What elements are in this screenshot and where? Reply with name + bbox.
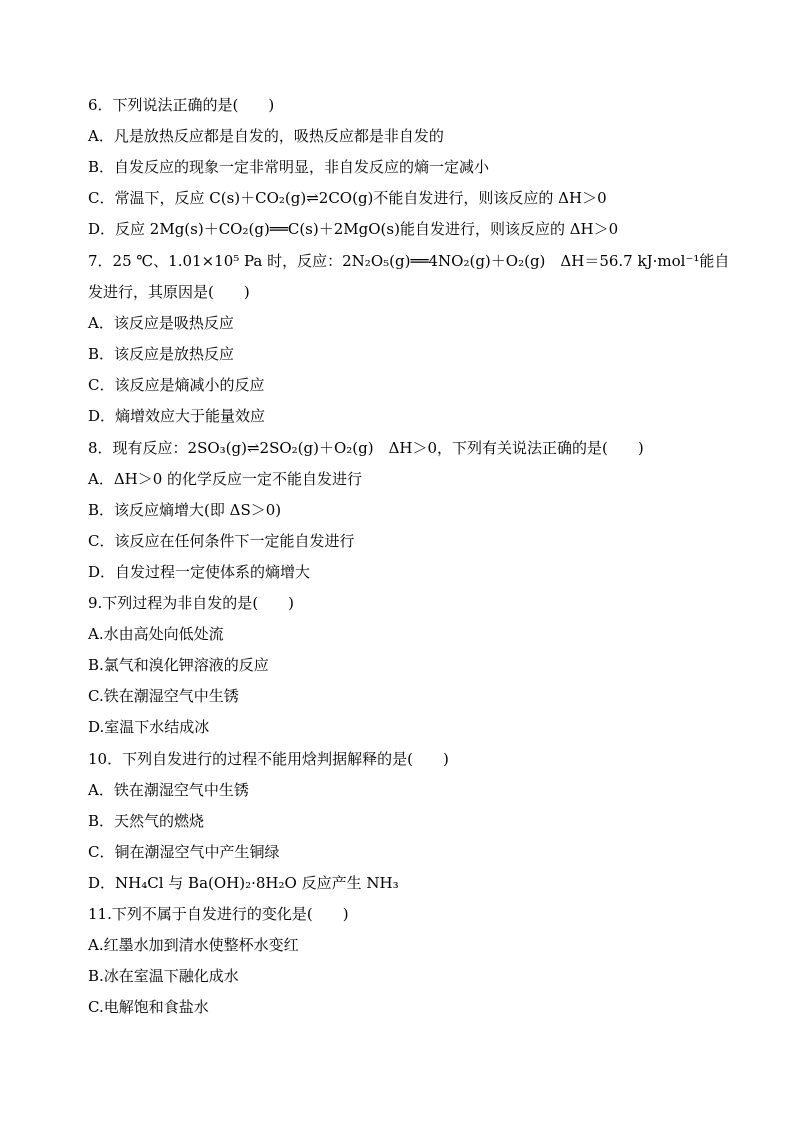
question-9-option-c: C.铁在潮湿空气中生锈 bbox=[88, 687, 239, 705]
question-6-option-b: B．自发反应的现象一定非常明显，非自发反应的熵一定减小 bbox=[88, 158, 490, 176]
question-10-option-c: C．铜在潮湿空气中产生铜绿 bbox=[88, 843, 280, 861]
question-10-option-b: B．天然气的燃烧 bbox=[88, 812, 205, 830]
question-10-stem: 10．下列自发进行的过程不能用焓判据解释的是( ) bbox=[88, 750, 449, 768]
question-7-option-c: C．该反应是熵减小的反应 bbox=[88, 376, 265, 394]
question-11-stem: 11.下列不属于自发进行的变化是( ) bbox=[88, 905, 349, 923]
question-8-option-b: B．该反应熵增大(即 ΔS＞0) bbox=[88, 501, 282, 519]
question-9-option-a: A.水由高处向低处流 bbox=[88, 625, 224, 643]
question-9-stem: 9.下列过程为非自发的是( ) bbox=[88, 594, 295, 612]
question-7-option-a: A．该反应是吸热反应 bbox=[88, 314, 234, 332]
question-6-option-c: C．常温下，反应 C(s)＋CO₂(g)⇌2CO(g)不能自发进行，则该反应的 ΔH＞0 bbox=[88, 189, 607, 207]
question-11-option-b: B.冰在室温下融化成水 bbox=[88, 967, 239, 985]
question-7-option-b: B．该反应是放热反应 bbox=[88, 345, 235, 363]
question-11-option-c: C.电解饱和食盐水 bbox=[88, 998, 209, 1016]
question-11-option-a: A.红墨水加到清水使整杯水变红 bbox=[88, 936, 299, 954]
question-8-option-c: C．该反应在任何条件下一定能自发进行 bbox=[88, 532, 355, 550]
question-8-stem: 8．现有反应：2SO₃(g)⇌2SO₂(g)＋O₂(g) ΔH＞0，下列有关说法正确的是( ) bbox=[88, 439, 644, 457]
question-6-option-a: A．凡是放热反应都是自发的，吸热反应都是非自发的 bbox=[88, 127, 444, 145]
question-9-option-b: B.氯气和溴化钾溶液的反应 bbox=[88, 656, 269, 674]
question-8-option-d: D．自发过程一定使体系的熵增大 bbox=[88, 563, 311, 581]
question-7-option-d: D．熵增效应大于能量效应 bbox=[88, 407, 266, 425]
question-6-stem: 6．下列说法正确的是( ) bbox=[88, 96, 275, 114]
question-10-option-a: A．铁在潮湿空气中生锈 bbox=[88, 781, 249, 799]
question-7-stem: 7．25 ℃、1.01×10⁵ Pa 时，反应：2N₂O₅(g)══4NO₂(g)＋O₂(g) ΔH＝56.7 kJ·mol⁻¹能自发进行，其原因是( ) bbox=[88, 252, 730, 301]
question-9-option-d: D.室温下水结成冰 bbox=[88, 718, 210, 736]
question-6-option-d: D．反应 2Mg(s)＋CO₂(g)══C(s)＋2MgO(s)能自发进行，则该反应的 ΔH＞0 bbox=[88, 220, 619, 238]
question-10-option-d: D．NH₄Cl 与 Ba(OH)₂·8H₂O 反应产生 NH₃ bbox=[88, 874, 399, 892]
question-8-option-a: A．ΔH＞0 的化学反应一定不能自发进行 bbox=[88, 470, 363, 488]
